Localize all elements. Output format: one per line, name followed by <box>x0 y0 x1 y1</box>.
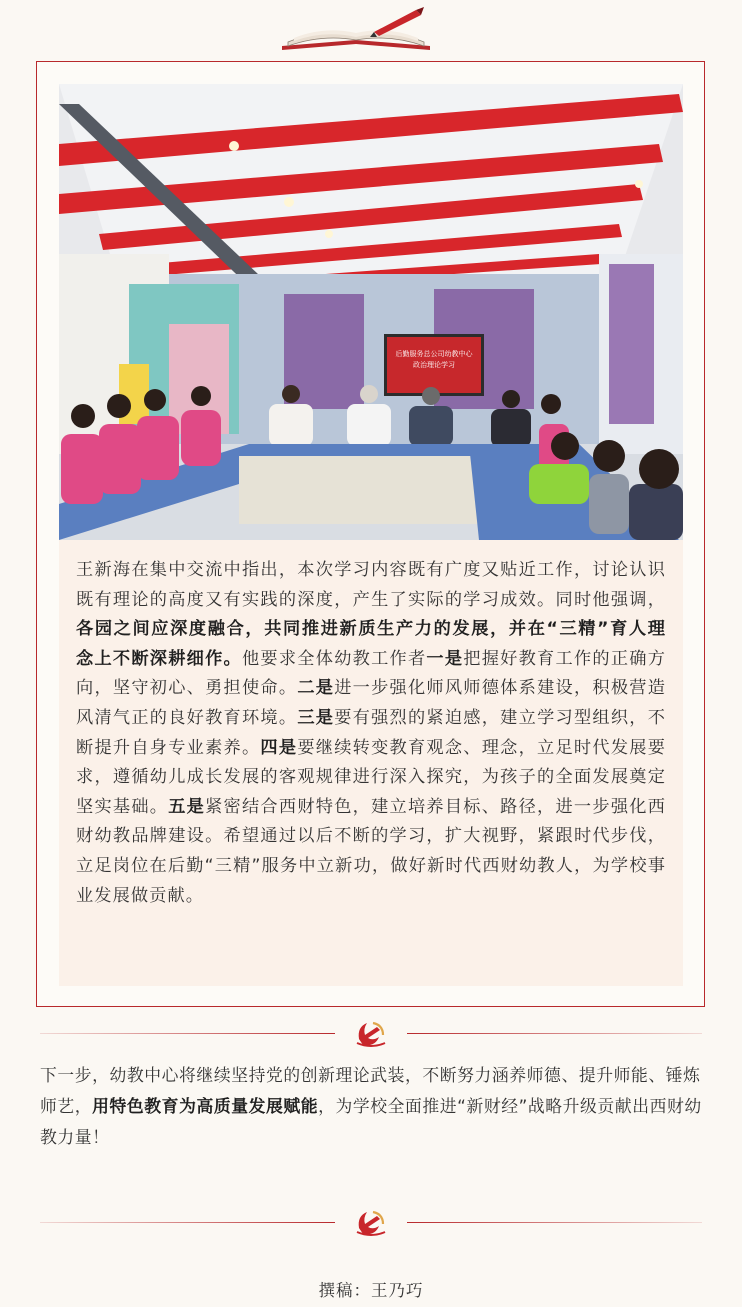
text-run: ，为学校全面推进“新财经”战略升级贡献出西财幼教力量！ <box>40 1096 702 1147</box>
section-divider <box>40 1208 702 1238</box>
text-run: 他要求全体幼教工作者 <box>241 648 427 669</box>
text-run: 进一步强化师风师德体系建设，积极营造风清气正的良好教育环境。 <box>76 678 667 728</box>
book-icon <box>278 6 434 52</box>
divider-line <box>407 1222 702 1223</box>
screen-text-line2: 政治理论学习 <box>413 361 455 369</box>
screen-text-line1: 后勤服务总公司幼教中心 <box>395 350 473 358</box>
divider-line <box>40 1222 335 1223</box>
section-divider <box>40 1019 702 1049</box>
text-run: 下一步，幼教中心将继续坚持党的创新理论武装，不断努力涵养师德、提升师能、锤炼师艺， <box>40 1065 701 1116</box>
text-run: 要继续转变教育观念、理念，立足时代发展要求，遵循幼儿成长发展的客观规律进行深入探究，为孩子的全面发展奠定坚实基础。 <box>76 737 666 817</box>
emphasis-text: 五是 <box>168 796 206 817</box>
emphasis-text: 二是 <box>297 678 335 699</box>
article-paragraph <box>76 556 666 911</box>
party-emblem-icon <box>353 1208 389 1238</box>
text-run: 紧密结合西财特色，建立培养目标、路径，进一步强化西财幼教品牌建设。希望通过以后不断的学习，扩大视野，紧跟时代步伐，立足岗位在后勤“三精”服务中立新功，做好新时代西财幼教人，为学校事业发展做贡献。 <box>76 796 666 906</box>
author-credit: 撰稿：王乃巧 <box>318 1281 424 1300</box>
meeting-photo <box>59 84 683 540</box>
divider-line <box>40 1033 335 1034</box>
divider-line <box>407 1033 702 1034</box>
emphasis-text: 用特色教育为高质量发展赋能 <box>92 1096 319 1116</box>
party-emblem-icon <box>353 1019 389 1049</box>
emphasis-text: 各园之间应深度融合，共同推进新质生产力的发展，并在“三精”育人理念上不断深耕细作。 <box>76 619 666 669</box>
emphasis-text: 三是 <box>297 707 335 728</box>
article-panel <box>59 540 683 986</box>
text-run: 要有强烈的紧迫感，建立学习型组织，不断提升自身专业素养。 <box>76 707 667 758</box>
emphasis-text: 一是 <box>426 648 464 669</box>
emphasis-text: 四是 <box>260 737 298 758</box>
text-run: 把握好教育工作的正确方向，坚守初心、勇担使命。 <box>76 648 666 699</box>
closing-paragraph <box>40 1060 704 1153</box>
text-run: 王新海在集中交流中指出，本次学习内容既有广度又贴近工作，讨论认识既有理论的高度又有实践的深度，产生了实际的学习成效。同时他强调， <box>76 560 666 610</box>
